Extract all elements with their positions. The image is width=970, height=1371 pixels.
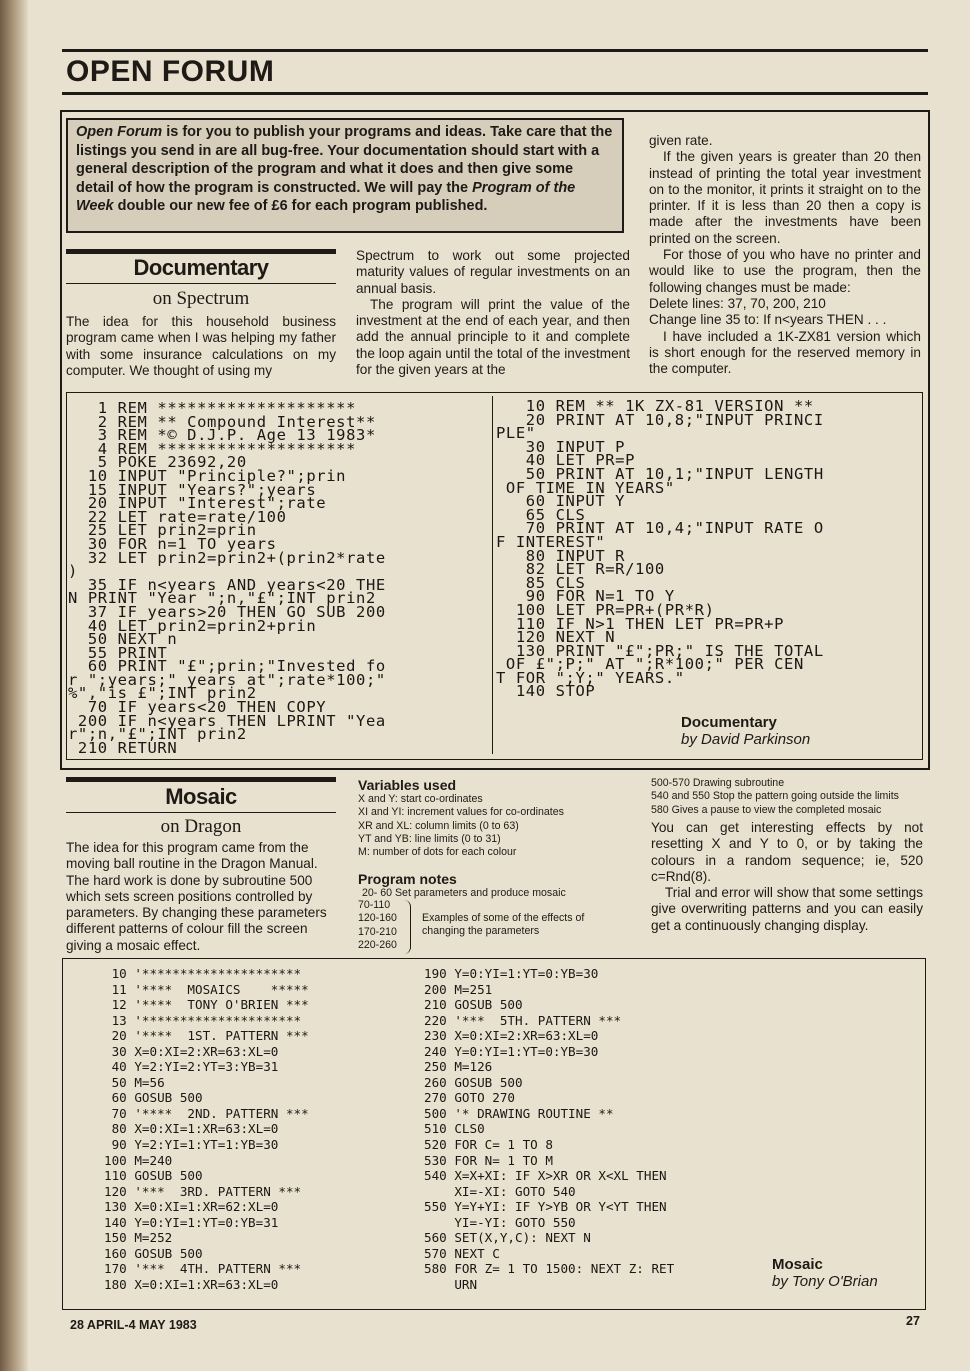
documentary-byline-author: by David Parkinson bbox=[681, 731, 811, 748]
documentary-col3-p4: I have included a 1K-ZX81 version which is short enough for the reserved memory in the computer. bbox=[649, 328, 921, 377]
intro-box bbox=[66, 118, 624, 233]
documentary-subtitle: on Spectrum bbox=[152, 288, 250, 309]
documentary-col3-p3: For those of you who have no printer and would like to use the program, then the following changes must be made: bbox=[649, 247, 921, 295]
mosaic-col3-p1: You can get interesting effects by not resetting X and Y to 0, or by taking the colours in a random sequence; ie, 520 c=Rnd(8). bbox=[651, 820, 923, 884]
doc-heading-rule-top bbox=[66, 249, 336, 254]
documentary-col3-p2: If the given years is greater than 20 then instead of printing the total year investment on to the monitor, it prints it straight on to the printer. If it is less than 20 then a copy is made after the investments have been printed on the screen. bbox=[649, 149, 921, 246]
mosaic-var: X and Y: start co-ordinates bbox=[358, 793, 483, 805]
top-rule bbox=[62, 49, 928, 52]
mosaic-note-ranges bbox=[358, 899, 402, 952]
intro-potw: Program of the Week bbox=[76, 179, 576, 214]
masthead-rule bbox=[62, 92, 928, 95]
mosaic-note-right: 540 and 550 Stop the pattern going outside the limits bbox=[651, 790, 899, 803]
mosaic-byline-author: by Tony O'Brian bbox=[772, 1273, 878, 1290]
intro-text-2: double our new fee of £6 for each program published. bbox=[113, 198, 488, 214]
mosaic-vars-heading: Variables used bbox=[358, 777, 457, 793]
mosaic-byline-title: Mosaic bbox=[772, 1256, 823, 1273]
documentary-byline-title: Documentary bbox=[681, 714, 777, 731]
mosaic-heading-rule-top bbox=[66, 777, 336, 782]
documentary-col3-l1: Delete lines: 37, 70, 200, 210 bbox=[649, 295, 826, 311]
mosaic-variables bbox=[358, 777, 630, 859]
documentary-listing-spectrum: 1 REM ******************** 2 REM ** Compound Interest** 3 REM *© D.J.P. Age 13 1983* 4 REM ******************** 5 POKE 23692,20 10 INPUT "Principle?";prin 15 INPUT "Years?";years 20 INPUT "Interest";rate 22 LET rate=rate/100 25 LET prin2=prin 30 FOR n=1 TO years 32 LET prin2=prin2+(prin2*rate ) 35 IF n<years AND years<20 THE N PRINT "Year ";n,"£";INT prin2 37 IF years>20 THEN GO SUB 200 40 LET prin2=prin2+prin 50 NEXT n 55 PRINT 60 PRINT "£";prin;"Invested fo r ";years;" years at";rate*100;" %","is £";INT prin2 70 IF years<20 THEN COPY 200 IF n<years THEN LPRINT "Yea r";n,"£";INT prin2 210 RETURN bbox=[68, 399, 386, 757]
mosaic-note-brace bbox=[404, 900, 411, 954]
intro-text-1: is for you to publish your programs and ideas. Take care that the listings you send in are all bug-free. Your documentation should start with a general description of the program and what it does and then give some detail of how the program is constructed. We will pay the bbox=[76, 124, 613, 196]
doc-heading-rule-bottom bbox=[66, 283, 336, 284]
mosaic-var: XR and XL: column limits (0 to 63) bbox=[358, 819, 519, 832]
mosaic-notes-heading: Program notes bbox=[358, 871, 457, 887]
documentary-col3-l2: Change line 35 to: If n<years THEN . . . bbox=[649, 312, 887, 328]
mosaic-note-range: 120-160 bbox=[358, 912, 397, 925]
documentary-col3-p1: given rate. bbox=[649, 133, 713, 148]
mosaic-note-right: 500-570 Drawing subroutine bbox=[651, 777, 785, 789]
page-spine-shadow bbox=[0, 0, 28, 1371]
documentary-col1 bbox=[66, 314, 336, 379]
documentary-col3 bbox=[649, 133, 921, 377]
mosaic-var: M: number of dots for each colour bbox=[358, 846, 517, 859]
documentary-col2-p1: Spectrum to work out some projected maturity values of regular investments on an annual basis. bbox=[356, 248, 630, 296]
mosaic-col3 bbox=[651, 820, 923, 934]
mosaic-var: YT and YB: line limits (0 to 31) bbox=[358, 832, 501, 845]
documentary-listing-zx81: 10 REM ** 1K ZX-81 VERSION ** 20 PRINT AT 10,8;"INPUT PRINCI PLE" 30 INPUT P 40 LET PR=P 50 PRINT AT 10,1;"INPUT LENGTH OF TIME IN YEARS" 60 INPUT Y 65 CLS 70 PRINT AT 10,4;"INPUT RATE O F INTEREST" 80 INPUT R 82 LET R=R/100 85 CLS 90 FOR N=1 TO Y 100 LET PR=PR+(PR*R) 110 IF N>1 THEN LET PR=PR+P 120 NEXT N 130 PRINT "£";PR;" IS THE TOTAL OF £";P;" AT ";R*100;" PER CEN T FOR ";Y;" YEARS." 140 STOP bbox=[496, 397, 824, 701]
mosaic-listing-right: 190 Y=0:YI=1:YT=0:YB=30 200 M=251 210 GOSUB 500 220 '*** 5TH. PATTERN *** 230 X=0:XI=2:XR=63:XL=0 240 Y=0:YI=1:YT=0:YB=30 250 M=126 260 GOSUB 500 270 GOTO 270 500 '* DRAWING ROUTINE ** 510 CLS0 520 FOR C= 1 TO 8 530 FOR N= 1 TO M 540 X=X+XI: IF X>XR OR X<XL THEN XI=-XI: GOTO 540 550 Y=Y+YI: IF Y>YB OR Y<YT THEN YI=-YI: GOTO 550 560 SET(X,Y,C): NEXT N 570 NEXT C 580 FOR Z= 1 TO 1500: NEXT Z: RET URN bbox=[424, 966, 675, 1292]
mosaic-note-range: 220-260 bbox=[358, 938, 397, 951]
mosaic-note-range: 170-210 bbox=[358, 925, 397, 938]
mosaic-note-examples: Examples of some of the effects of changing the parameters bbox=[422, 912, 585, 938]
mosaic-col3-p2: Trial and error will show that some settings give overwriting patterns and you can easily get a continuously changing display. bbox=[651, 885, 923, 933]
mosaic-col1-text: The idea for this program came from the moving ball routine in the Dragon Manual. The hard work is done by subroutine 500 which sets screen positions controlled by parameters. By changing these parameters different patterns of colour fill the screen giving a mosaic effect. bbox=[66, 840, 327, 953]
documentary-col1-text: The idea for this household business program came when I was helping my father with some insurance calculations on my computer. We thought of using my bbox=[66, 314, 336, 378]
footer-date: 28 APRIL-4 MAY 1983 bbox=[70, 1318, 197, 1332]
documentary-byline bbox=[681, 714, 810, 748]
mosaic-note-1: 20- 60 Set parameters and produce mosaic bbox=[362, 887, 566, 899]
documentary-col2 bbox=[356, 248, 630, 378]
mosaic-note-right: 580 Gives a pause to view the completed mosaic bbox=[651, 803, 882, 816]
mosaic-title: Mosaic bbox=[165, 784, 237, 809]
mosaic-byline bbox=[772, 1256, 878, 1290]
mosaic-notes-right bbox=[651, 777, 923, 817]
mosaic-note-range: 70-110 bbox=[358, 899, 391, 911]
documentary-listing-divider bbox=[492, 396, 493, 754]
documentary-col2-p2: The program will print the value of the investment at the end of each year, and then add the annual principle to it and complete the loop again until the total of the investment for the given years at the bbox=[356, 296, 630, 378]
mosaic-listing-left: 10 '********************* 11 '**** MOSAICS ***** 12 '**** TONY O'BRIEN *** 13 '********************* 20 '**** 1ST. PATTERN *** 30 X=0:XI=2:XR=63:XL=0 40 Y=2:YI=2:YT=3:YB=31 50 M=56 60 GOSUB 500 70 '**** 2ND. PATTERN *** 80 X=0:XI=1:XR=63:XL=0 90 Y=2:YI=1:YT=1:YB=30 100 M=240 110 GOSUB 500 120 '*** 3RD. PATTERN *** 130 X=0:XI=1:XR=62:XL=0 140 Y=0:YI=1:YT=0:YB=31 150 M=252 160 GOSUB 500 170 '*** 4TH. PATTERN *** 180 X=0:XI=1:XR=63:XL=0 bbox=[104, 966, 309, 1292]
mosaic-subtitle: on Dragon bbox=[160, 816, 242, 837]
mosaic-var: XI and YI: increment values for co-ordinates bbox=[358, 806, 564, 819]
mosaic-heading-rule-bottom bbox=[66, 812, 336, 813]
mosaic-program-notes bbox=[358, 871, 630, 900]
masthead: OPEN FORUM bbox=[66, 55, 275, 88]
page-number: 27 bbox=[906, 1314, 920, 1328]
documentary-title: Documentary bbox=[133, 255, 269, 280]
intro-lead: Open Forum bbox=[76, 124, 163, 140]
mosaic-col1 bbox=[66, 840, 336, 954]
